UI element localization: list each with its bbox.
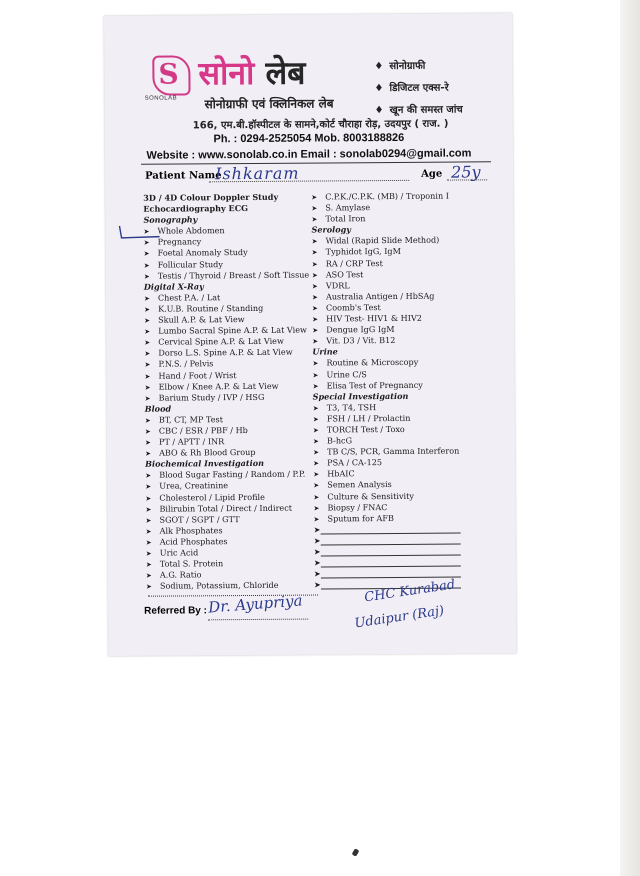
checklist-item-label: Alk Phosphates <box>159 524 223 536</box>
arrow-bullet-icon: ➤ <box>312 404 319 413</box>
paper-speck <box>352 848 360 857</box>
arrow-bullet-icon: ➤ <box>312 304 318 313</box>
arrow-bullet-icon: ➤ <box>145 527 152 536</box>
checklist-item-label: Widal (Rapid Slide Method) <box>325 235 440 246</box>
arrow-bullet-icon: ➤ <box>143 250 150 259</box>
arrow-bullet-icon: ➤ <box>312 426 319 435</box>
checklist-item-label: Lumbo Sacral Spine A.P. & Lat View <box>158 324 307 336</box>
arrow-bullet-icon: ➤ <box>145 449 151 458</box>
service-label: खून की समस्त जांच <box>389 104 463 117</box>
checklist-item-label: Total Iron <box>325 213 366 224</box>
checklist-item-label: Skull A.P. & Lat View <box>158 314 245 325</box>
checklist-item-label: T3, T4, TSH <box>326 401 377 413</box>
arrow-bullet-icon: ➤ <box>312 337 319 346</box>
section-heading: Biochemical Investigation <box>145 458 265 469</box>
checklist-item <box>146 580 324 592</box>
arrow-bullet-icon: ➤ <box>143 227 150 237</box>
checklist-item-label: Sodium, Potassium, Chloride <box>159 580 279 591</box>
checklist-item-label: SGOT / SGPT / GTT <box>159 513 240 525</box>
checklist-item-label: Dorso L.S. Spine A.P. & Lat View <box>158 347 293 358</box>
logo-letter: S <box>158 57 179 91</box>
study-heading: 3D / 4D Colour Doppler Study <box>143 191 279 203</box>
checklist-item-label: Testis / Thyroid / Breast / Soft Tissue <box>157 269 310 281</box>
checklist-item <box>144 269 322 281</box>
brand-name-part1: सोनो <box>198 53 255 93</box>
arrow-bullet-icon: ➤ <box>313 579 321 590</box>
arrow-bullet-icon: ➤ <box>313 535 321 546</box>
arrow-bullet-icon: ➤ <box>145 483 152 492</box>
checklist-item-label: HIV Test- HIV1 & HIV2 <box>326 312 422 324</box>
checklist-item-label: CBC / ESR / PBF / Hb <box>158 424 248 436</box>
section-heading: Serology <box>311 224 352 235</box>
checklist-item <box>144 325 322 337</box>
test-list-right <box>311 190 514 591</box>
service-item <box>374 57 462 80</box>
header-divider <box>141 161 491 164</box>
handwritten-note-line-2: Udaipur (Raj) <box>353 603 446 632</box>
checklist-item-label: RA / CRP Test <box>325 257 383 269</box>
arrow-bullet-icon: ➤ <box>312 315 319 324</box>
arrow-bullet-icon: ➤ <box>145 538 152 547</box>
arrow-bullet-icon: ➤ <box>313 557 321 568</box>
section-heading: Blood <box>144 403 172 414</box>
checklist-item-label: PT / APTT / INR <box>158 436 225 447</box>
arrow-bullet-icon: ➤ <box>313 493 320 502</box>
checklist-item-label: Acid Phosphates <box>159 536 228 547</box>
checklist-item-label: Vit. D3 / Vit. B12 <box>326 335 396 346</box>
arrow-bullet-icon: ➤ <box>144 416 151 425</box>
referred-by-line <box>208 619 308 621</box>
study-heading: Echocardiography ECG <box>143 203 249 214</box>
checklist-item-label: Sputum for AFB <box>327 512 394 524</box>
arrow-bullet-icon: ➤ <box>145 549 152 558</box>
arrow-bullet-icon: ➤ <box>313 504 320 513</box>
service-item <box>374 79 462 102</box>
arrow-bullet-icon: ➤ <box>144 438 151 447</box>
arrow-bullet-icon: ➤ <box>144 361 151 370</box>
logo-caption: SONOLAB <box>144 95 178 102</box>
arrow-bullet-icon: ➤ <box>313 448 319 457</box>
checklist-item-label: Urine C/S <box>326 368 367 379</box>
checklist-item-label: Coomb's Test <box>326 302 381 313</box>
service-label: डिजिटल एक्स-रे <box>389 82 449 95</box>
checklist-item-label: B-hcG <box>326 435 353 446</box>
arrow-bullet-icon: ➤ <box>313 459 320 468</box>
arrow-bullet-icon: ➤ <box>143 272 150 281</box>
arrow-bullet-icon: ➤ <box>311 282 318 291</box>
arrow-bullet-icon: ➤ <box>145 560 152 569</box>
sonolab-logo <box>152 55 190 95</box>
arrow-bullet-icon: ➤ <box>313 515 320 524</box>
arrow-bullet-icon: ➤ <box>312 382 319 391</box>
arrow-bullet-icon: ➤ <box>144 427 151 436</box>
arrow-bullet-icon: ➤ <box>311 215 318 224</box>
website-line: Website : www.sonolab.co.in Email : sonolab0294@gmail.com <box>146 147 472 162</box>
checklist-item-label: Total S. Protein <box>159 558 224 569</box>
checklist-item-label: HbAIC <box>327 468 355 479</box>
arrow-bullet-icon: ➤ <box>143 294 150 303</box>
arrow-bullet-icon: ➤ <box>144 316 151 325</box>
arrow-bullet-icon: ➤ <box>144 383 151 392</box>
arrow-bullet-icon: ➤ <box>144 305 150 314</box>
arrow-bullet-icon: ➤ <box>312 437 319 446</box>
checklist-item-label: Pregnancy <box>157 236 202 248</box>
arrow-bullet-icon: ➤ <box>312 371 319 380</box>
checklist-item-label: Hand / Foot / Wrist <box>158 369 237 381</box>
arrow-bullet-icon: ➤ <box>144 327 151 336</box>
service-label: सोनोग्राफी <box>389 60 426 73</box>
checklist-item-label: Follicular Study <box>157 258 223 270</box>
checklist-item-label: Barium Study / IVP / HSG <box>158 391 265 403</box>
age-handwritten: 25y <box>451 162 481 182</box>
arrow-bullet-icon: ➤ <box>311 260 318 269</box>
blank-entry-line <box>321 570 461 579</box>
checklist-item-label: P.N.S. / Pelvis <box>158 358 214 370</box>
arrow-bullet-icon: ➤ <box>313 481 320 490</box>
section-heading: Digital X-Ray <box>143 281 204 292</box>
age-label: Age <box>421 168 443 180</box>
arrow-bullet-icon: ➤ <box>145 582 152 592</box>
checklist-item-label: Typhidot IgG, IgM <box>325 246 401 257</box>
checklist-item-label: Whole Abdomen <box>157 225 225 236</box>
brand-name-part2: लेब <box>265 53 306 92</box>
arrow-bullet-icon: ➤ <box>144 372 151 381</box>
blank-entry-line <box>320 525 460 534</box>
checklist-item-label: Foetal Anomaly Study <box>157 247 248 259</box>
referrer-signature: Dr. Ayupriya <box>207 591 304 617</box>
arrow-bullet-icon: ➤ <box>313 546 321 557</box>
checklist-item-label: ABO & Rh Blood Group <box>159 447 256 458</box>
arrow-bullet-icon: ➤ <box>313 470 320 479</box>
arrow-bullet-icon: ➤ <box>311 204 318 213</box>
checklist-item-label: Blood Sugar Fasting / Random / P.P. <box>159 468 306 480</box>
checklist-item-label: PSA / CA-125 <box>327 457 383 468</box>
arrow-bullet-icon: ➤ <box>145 516 152 525</box>
blank-entry-line <box>321 559 461 568</box>
checklist-item-label: Chest P.A. / Lat <box>157 292 221 303</box>
arrow-bullet-icon: ➤ <box>145 472 152 481</box>
checklist-item-label: Urea, Creatinine <box>159 480 229 492</box>
arrow-bullet-icon: ➤ <box>312 415 319 424</box>
address: 166, एम.बी.हॉस्पीटल के सामने,कोर्ट चौराहा रोड़, उदयपुर ( राज. ) <box>192 118 449 132</box>
referred-by-label: Referred By : <box>144 605 208 617</box>
checklist-item-label: Cholesterol / Lipid Profile <box>159 491 265 503</box>
handwritten-note-line-1: CHC Kurabad <box>363 577 457 606</box>
arrow-bullet-icon: ➤ <box>145 571 152 580</box>
checklist-item-label: Bilirubin Total / Direct / Indirect <box>159 502 293 514</box>
arrow-bullet-icon: ➤ <box>313 568 321 579</box>
checklist-item-label: S. Amylase <box>325 202 371 213</box>
arrow-bullet-icon: ➤ <box>311 293 318 302</box>
section-heading: Special Investigation <box>312 390 409 402</box>
checklist-item-label: FSH / LH / Prolactin <box>326 412 411 424</box>
tagline: सोनोग्राफी एवं क्लिनिकल लेब <box>204 96 334 112</box>
checklist-item-label: Semen Analysis <box>327 479 392 490</box>
checklist-item-label: Biopsy / FNAC <box>327 501 388 513</box>
arrow-bullet-icon: ➤ <box>312 326 319 335</box>
blank-entry-line <box>321 548 461 557</box>
checklist-item-label: Elbow / Knee A.P. & Lat View <box>158 380 279 392</box>
arrow-bullet-icon: ➤ <box>311 237 318 246</box>
arrow-bullet-icon: ➤ <box>144 394 151 403</box>
arrow-bullet-icon: ➤ <box>143 261 150 270</box>
checklist-item-label: Routine & Microscopy <box>326 357 419 368</box>
arrow-bullet-icon: ➤ <box>145 505 152 514</box>
checklist-item-label: Cervical Spine A.P. & Lat View <box>158 335 284 347</box>
arrow-bullet-icon: ➤ <box>144 349 151 359</box>
diamond-bullet-icon: ♦ <box>374 105 384 117</box>
arrow-bullet-icon: ➤ <box>312 359 319 368</box>
brand-name <box>198 51 305 95</box>
page-edge <box>620 0 640 876</box>
arrow-bullet-icon: ➤ <box>311 248 318 258</box>
checklist-item-label: Uric Acid <box>159 547 199 558</box>
checklist-item <box>145 469 323 481</box>
arrow-bullet-icon: ➤ <box>311 193 318 202</box>
requisition-form <box>104 13 516 656</box>
checklist-item-label: Dengue IgG IgM <box>326 324 395 335</box>
checklist-item-label: ASO Test <box>325 268 364 280</box>
patient-name-handwritten: Ishkaram <box>215 163 300 184</box>
patient-name-label: Patient Name <box>145 170 222 182</box>
checklist-item-label: Australia Antigen / HbSAg <box>325 290 435 302</box>
test-list-left <box>143 191 324 592</box>
arrow-bullet-icon: ➤ <box>313 524 321 535</box>
arrow-bullet-icon: ➤ <box>143 239 150 248</box>
checklist-item-label: VDRL <box>325 280 350 291</box>
checklist-item-label: TB C/S, PCR, Gamma Interferon <box>327 445 460 457</box>
arrow-bullet-icon: ➤ <box>144 338 151 347</box>
checklist-item-label: TORCH Test / Toxo <box>326 423 405 435</box>
checklist-item-label: C.P.K./C.P.K. (MB) / Troponin I <box>325 190 449 202</box>
checklist-item-label: Elisa Test of Pregnancy <box>326 379 423 391</box>
arrow-bullet-icon: ➤ <box>145 494 152 503</box>
checklist-item-label: Culture & Sensitivity <box>327 490 414 501</box>
section-heading: Sonography <box>143 214 198 225</box>
phone-line: Ph. : 0294-2525054 Mob. 8003188826 <box>213 131 405 146</box>
services-list <box>374 57 463 124</box>
arrow-bullet-icon: ➤ <box>311 271 318 280</box>
diamond-bullet-icon: ♦ <box>374 61 384 73</box>
diamond-bullet-icon: ♦ <box>374 83 384 95</box>
blank-entry-line <box>320 536 460 545</box>
checklist-item-label: A.G. Ratio <box>159 569 202 580</box>
checklist-item-label: BT, CT, MP Test <box>158 414 223 425</box>
checklist-item-label: K.U.B. Routine / Standing <box>158 302 264 314</box>
section-heading: Urine <box>312 346 338 357</box>
